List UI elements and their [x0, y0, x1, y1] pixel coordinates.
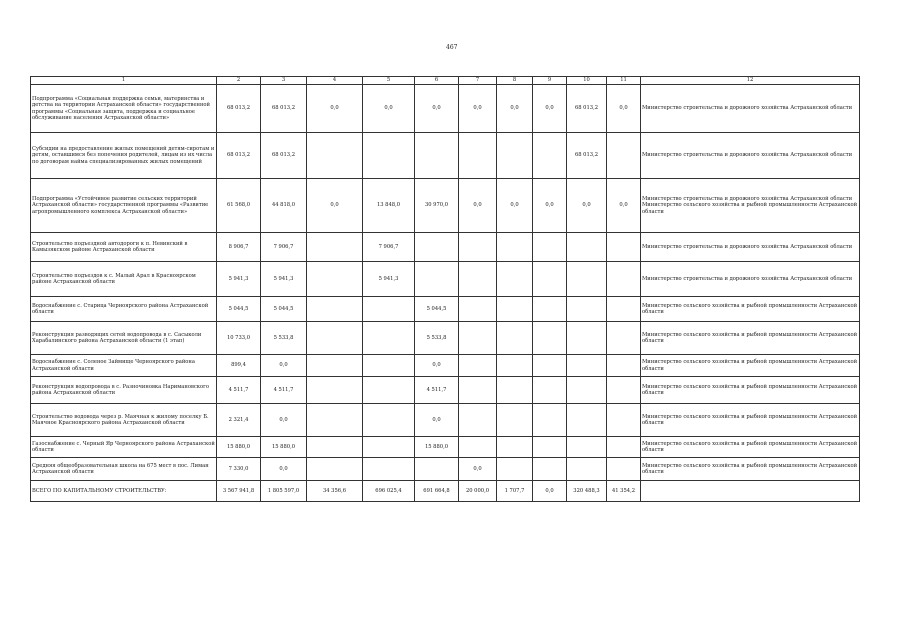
- column-number-7: 7: [459, 77, 497, 85]
- cell-col-7: [459, 297, 497, 322]
- cell-col-9: [533, 458, 567, 481]
- cell-col-5: [363, 377, 415, 404]
- cell-col-11: [607, 262, 641, 297]
- cell-col-6: 4 511,7: [415, 377, 459, 404]
- table-row: [31, 133, 860, 179]
- cell-col-10: [567, 404, 607, 437]
- cell-col-11: 41 354,2: [607, 481, 641, 502]
- table-row: [31, 458, 860, 481]
- cell-col-7: [459, 437, 497, 458]
- cell-col-8: [497, 297, 533, 322]
- row-name: Водоснабжение с. Соленое Займище Черноярского района Астраханской области: [31, 355, 217, 377]
- cell-col-8: [497, 437, 533, 458]
- cell-col-6: [415, 233, 459, 262]
- cell-col-10: [567, 458, 607, 481]
- cell-col-8: 0,0: [497, 179, 533, 233]
- column-number-8: 8: [497, 77, 533, 85]
- cell-col-2: 2 321,4: [217, 404, 261, 437]
- cell-col-6: 691 664,8: [415, 481, 459, 502]
- responsible-ministry: Министерство сельского хозяйства и рыбной промышленности Астраханской области: [641, 355, 860, 377]
- cell-col-4: 0,0: [307, 179, 363, 233]
- table-row: [31, 355, 860, 377]
- cell-col-8: [497, 322, 533, 355]
- cell-col-5: 5 941,3: [363, 262, 415, 297]
- cell-col-11: [607, 377, 641, 404]
- cell-col-3: 7 906,7: [261, 233, 307, 262]
- cell-col-5: [363, 355, 415, 377]
- cell-col-8: [497, 262, 533, 297]
- column-number-12: 12: [641, 77, 860, 85]
- column-number-4: 4: [307, 77, 363, 85]
- row-name: Субсидии на предоставление жилых помещений детям-сиротам и детям, оставшимся без попечения родителей, лицам из их числа по договорам найма специализированных жилых помещений: [31, 133, 217, 179]
- cell-col-11: 0,0: [607, 179, 641, 233]
- cell-col-10: 68 013,2: [567, 133, 607, 179]
- column-number-2: 2: [217, 77, 261, 85]
- capital-construction-table: [30, 76, 860, 502]
- cell-col-7: [459, 133, 497, 179]
- row-name: Строительство водовода через р. Маячная к жилому поселку Б. Маячное Красноярского района Астраханской области: [31, 404, 217, 437]
- cell-col-4: [307, 233, 363, 262]
- cell-col-8: [497, 377, 533, 404]
- cell-col-9: [533, 233, 567, 262]
- responsible-ministry: Министерство сельского хозяйства и рыбной промышленности Астраханской области: [641, 377, 860, 404]
- cell-col-5: 13 848,0: [363, 179, 415, 233]
- row-name: ВСЕГО ПО КАПИТАЛЬНОМУ СТРОИТЕЛЬСТВУ:: [31, 481, 217, 502]
- cell-col-6: 15 880,0: [415, 437, 459, 458]
- row-name: Строительство подъездной автодороги к п. Невинский в Камызякском районе Астраханской области: [31, 233, 217, 262]
- cell-col-3: 68 013,2: [261, 85, 307, 133]
- cell-col-9: [533, 404, 567, 437]
- cell-col-5: [363, 404, 415, 437]
- cell-col-5: 7 906,7: [363, 233, 415, 262]
- cell-col-4: [307, 355, 363, 377]
- cell-col-2: 15 880,0: [217, 437, 261, 458]
- column-number-10: 10: [567, 77, 607, 85]
- cell-col-11: [607, 233, 641, 262]
- cell-col-9: [533, 322, 567, 355]
- cell-col-3: 5 941,3: [261, 262, 307, 297]
- responsible-ministry: Министерство строительства и дорожного хозяйства Астраханской области: [641, 85, 860, 133]
- cell-col-9: 0,0: [533, 179, 567, 233]
- cell-col-2: 68 013,2: [217, 133, 261, 179]
- cell-col-3: 0,0: [261, 355, 307, 377]
- responsible-ministry: [641, 481, 860, 502]
- cell-col-7: 0,0: [459, 179, 497, 233]
- cell-col-9: 0,0: [533, 481, 567, 502]
- cell-col-10: [567, 233, 607, 262]
- table-row: [31, 322, 860, 355]
- cell-col-7: 20 000,0: [459, 481, 497, 502]
- cell-col-4: 0,0: [307, 85, 363, 133]
- responsible-ministry: Министерство сельского хозяйства и рыбной промышленности Астраханской области: [641, 297, 860, 322]
- column-number-5: 5: [363, 77, 415, 85]
- cell-col-6: 0,0: [415, 404, 459, 437]
- cell-col-10: 320 488,3: [567, 481, 607, 502]
- column-number-3: 3: [261, 77, 307, 85]
- row-name: Реконструкция разводящих сетей водопровода в с. Сасыколи Харабалинского района Астраханской области (1 этап): [31, 322, 217, 355]
- cell-col-8: [497, 233, 533, 262]
- column-number-11: 11: [607, 77, 641, 85]
- cell-col-6: [415, 133, 459, 179]
- cell-col-4: 34 356,6: [307, 481, 363, 502]
- cell-col-4: [307, 404, 363, 437]
- cell-col-10: [567, 355, 607, 377]
- cell-col-9: [533, 133, 567, 179]
- cell-col-9: [533, 262, 567, 297]
- cell-col-2: 3 567 941,8: [217, 481, 261, 502]
- row-name: Строительство подъездов к с. Малый Арал в Красноярском районе Астраханской области: [31, 262, 217, 297]
- cell-col-11: [607, 437, 641, 458]
- cell-col-6: 0,0: [415, 355, 459, 377]
- cell-col-4: [307, 262, 363, 297]
- table-row: [31, 377, 860, 404]
- table-row: [31, 437, 860, 458]
- responsible-ministry: Министерство сельского хозяйства и рыбной промышленности Астраханской области: [641, 458, 860, 481]
- cell-col-4: [307, 322, 363, 355]
- row-name: Водоснабжение с. Старица Черноярского района Астраханской области: [31, 297, 217, 322]
- cell-col-11: [607, 322, 641, 355]
- row-name: Газоснабжение с. Черный Яр Черноярского района Астраханской области: [31, 437, 217, 458]
- cell-col-7: [459, 377, 497, 404]
- cell-col-2: 899,4: [217, 355, 261, 377]
- cell-col-2: 7 330,0: [217, 458, 261, 481]
- cell-col-3: 4 511,7: [261, 377, 307, 404]
- responsible-ministry: Министерство сельского хозяйства и рыбной промышленности Астраханской области: [641, 322, 860, 355]
- cell-col-4: [307, 133, 363, 179]
- cell-col-7: 0,0: [459, 85, 497, 133]
- cell-col-10: [567, 262, 607, 297]
- responsible-ministry: Министерство сельского хозяйства и рыбной промышленности Астраханской области: [641, 437, 860, 458]
- cell-col-4: [307, 297, 363, 322]
- table-row: [31, 179, 860, 233]
- table-row: [31, 297, 860, 322]
- responsible-ministry: Министерство строительства и дорожного хозяйства Астраханской области: [641, 233, 860, 262]
- cell-col-2: 5 941,3: [217, 262, 261, 297]
- cell-col-2: 5 044,5: [217, 297, 261, 322]
- table-row: [31, 85, 860, 133]
- cell-col-2: 61 568,0: [217, 179, 261, 233]
- cell-col-5: [363, 437, 415, 458]
- total-row: [31, 481, 860, 502]
- cell-col-10: 68 013,2: [567, 85, 607, 133]
- table-row: [31, 262, 860, 297]
- cell-col-3: 68 013,2: [261, 133, 307, 179]
- cell-col-3: 1 805 597,0: [261, 481, 307, 502]
- cell-col-8: [497, 404, 533, 437]
- cell-col-5: [363, 458, 415, 481]
- cell-col-6: 5 533,8: [415, 322, 459, 355]
- cell-col-3: 0,0: [261, 404, 307, 437]
- cell-col-8: 0,0: [497, 85, 533, 133]
- cell-col-6: 30 970,0: [415, 179, 459, 233]
- cell-col-11: [607, 297, 641, 322]
- cell-col-8: [497, 355, 533, 377]
- cell-col-10: 0,0: [567, 179, 607, 233]
- cell-col-11: [607, 355, 641, 377]
- cell-col-10: [567, 377, 607, 404]
- cell-col-5: [363, 322, 415, 355]
- column-number-6: 6: [415, 77, 459, 85]
- cell-col-9: [533, 355, 567, 377]
- responsible-ministry: Министерство строительства и дорожного хозяйства Астраханской области: [641, 262, 860, 297]
- column-number-9: 9: [533, 77, 567, 85]
- cell-col-11: [607, 133, 641, 179]
- column-number-row: [31, 77, 860, 85]
- cell-col-4: [307, 437, 363, 458]
- cell-col-5: [363, 133, 415, 179]
- cell-col-3: 0,0: [261, 458, 307, 481]
- cell-col-7: 0,0: [459, 458, 497, 481]
- cell-col-7: [459, 404, 497, 437]
- responsible-ministry: Министерство сельского хозяйства и рыбной промышленности Астраханской области: [641, 404, 860, 437]
- cell-col-3: 5 044,5: [261, 297, 307, 322]
- cell-col-11: [607, 458, 641, 481]
- responsible-ministry: Министерство строительства и дорожного хозяйства Астраханской области Министерство сельского хозяйства и рыбной промышленности Астраханской области: [641, 179, 860, 233]
- cell-col-10: [567, 297, 607, 322]
- cell-col-7: [459, 322, 497, 355]
- table-row: [31, 404, 860, 437]
- table-row: [31, 233, 860, 262]
- cell-col-9: 0,0: [533, 85, 567, 133]
- cell-col-7: [459, 355, 497, 377]
- cell-col-5: [363, 297, 415, 322]
- cell-col-3: 15 880,0: [261, 437, 307, 458]
- cell-col-9: [533, 437, 567, 458]
- cell-col-6: 5 044,5: [415, 297, 459, 322]
- row-name: Средняя общеобразовательная школа на 675 мест в пос. Лиман Астраханской области: [31, 458, 217, 481]
- cell-col-2: 68 013,2: [217, 85, 261, 133]
- cell-col-11: [607, 404, 641, 437]
- cell-col-9: [533, 377, 567, 404]
- cell-col-5: 0,0: [363, 85, 415, 133]
- row-name: Подпрограмма «Социальная поддержка семьи, материнства и детства на территории Астраханской области» государственной программы «Социальная защита, поддержка и социальное обслуживание населения Астраханской области»: [31, 85, 217, 133]
- cell-col-2: 10 733,0: [217, 322, 261, 355]
- row-name: Реконструкция водопровода в с. Разночиновка Наримановского района Астраханской области: [31, 377, 217, 404]
- responsible-ministry: Министерство строительства и дорожного хозяйства Астраханской области: [641, 133, 860, 179]
- cell-col-2: 4 511,7: [217, 377, 261, 404]
- cell-col-2: 8 906,7: [217, 233, 261, 262]
- row-name: Подпрограмма «Устойчивое развитие сельских территорий Астраханской области» государственной программы «Развитие агропромышленного комплекса Астраханской области»: [31, 179, 217, 233]
- cell-col-5: 696 025,4: [363, 481, 415, 502]
- page-number: 467: [446, 44, 458, 51]
- cell-col-10: [567, 437, 607, 458]
- cell-col-9: [533, 297, 567, 322]
- cell-col-7: [459, 262, 497, 297]
- cell-col-10: [567, 322, 607, 355]
- cell-col-8: 1 707,7: [497, 481, 533, 502]
- cell-col-3: 5 533,8: [261, 322, 307, 355]
- cell-col-4: [307, 458, 363, 481]
- cell-col-11: 0,0: [607, 85, 641, 133]
- cell-col-8: [497, 458, 533, 481]
- column-number-1: 1: [31, 77, 217, 85]
- cell-col-7: [459, 233, 497, 262]
- cell-col-6: [415, 458, 459, 481]
- cell-col-6: [415, 262, 459, 297]
- cell-col-8: [497, 133, 533, 179]
- cell-col-4: [307, 377, 363, 404]
- cell-col-6: 0,0: [415, 85, 459, 133]
- cell-col-3: 44 818,0: [261, 179, 307, 233]
